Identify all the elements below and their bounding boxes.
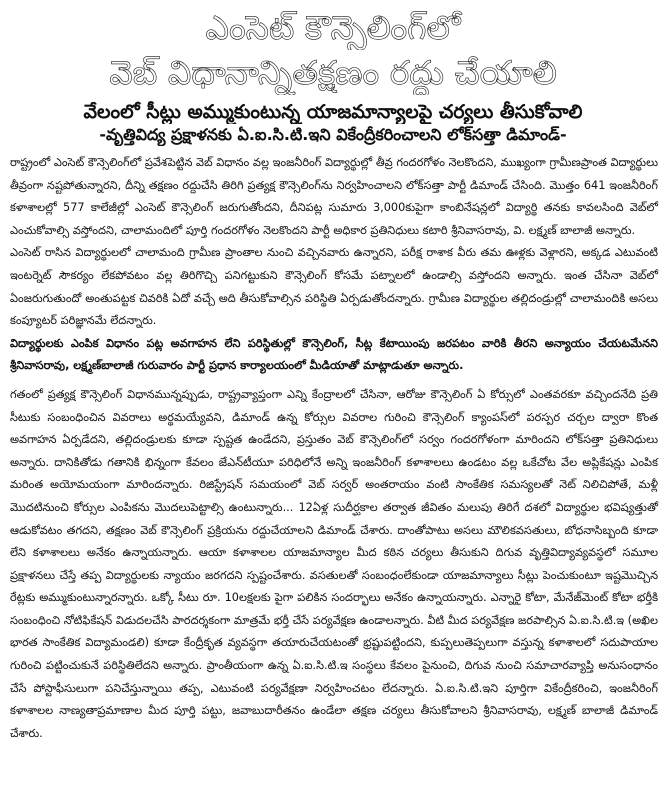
paragraph-4: గతంలో ప్రత్యక్ష కౌన్సెలింగ్ విధానమున్నప్పుడు, రాష్ట్రవ్యాప్తంగా ఎన్ని కేంద్రాలలో చేసినా, ఆరోజు కౌన్సెలింగ్ ఏ కోర్సులో ఎంతవరకూ వచ్చిందనేది ప్రతి సీటుకు సంబంధించిన వివరాలు అర్థమయ్యేవని, డిమాండ్ ఉన్న కోర్సుల వివరాల గురించి కౌన్సెలింగ్ క్యాంపస్‌లో పరస్పర చర్చల ద్వారా కొంత అవగాహన ఏర్పడేదని, తల్లిదండ్రులకు కూడా స్పష్టత ఉండేదని, ప్రస్తుతం వెబ్ కౌన్సెలింగ్‌లో సర్వం గందరగోళంగా మారిందని లోక్‌సత్తా ప్రతినిధులు అన్నారు. దానికితోడు గతానికి భిన్నంగా కేవలం జేఎన్‌టీయూ పరిధిలోనే అన్ని ఇంజనీరింగ్ కళాశాలలు ఉండటం వల్ల ఒకేచోట వేల అప్లికేషన్లు ఎంపిక మరింత అయోమయంగా మారిందన్నారు. రిజిస్ట్రేషన్ సమయంలో వెబ్ సర్వర్ అంతరాయం వంటి సాంకేతిక సమస్యలతో నెట్ నిలిచిపోతే, మళ్లీ మొదటినుంచి కోర్సుల ఎంపికను మొదలుపెట్టాల్సి ఉంటున్నారు... 12ఏళ్ల సుదీర్ఘకాల తర్వాత జీవితం మలుపు తిరిగే దశలో విద్యార్థుల భవిష్యత్తుతో ఆడుకోవటం తగదని, తక్షణం వెబ్ కౌన్సెలింగ్ ప్రక్రియను రద్దుచేయాలని డిమాండ్ చేశారు. దాంతోపాటు అసలు మౌలికవసతులు, బోధనాసిబ్బంది కూడా లేని కళాశాలలు అనేకం ఉన్నాయన్నారు. ఆయా కళాశాలల యాజమాన్యాల మీద కఠిన చర్యలు తీసుకుని దిగువ వృత్తివిద్యావ్యవస్థలో సమూల ప్రక్షాళనలు చేస్తే తప్ప విద్యార్థులకు న్యాయం జరగదని స్పష్టంచేశారు. వసతులతో సంబంధంలేకుండా యాజమాన్యాలు సీట్లు పెంచుకుంటూ ఇష్టమొచ్చిన రేట్లకు అమ్ముకుంటున్నారన్నారు. ఒక్కో సీటు రూ. 10లక్షలకు పైగా పలికిన సందర్భాలు అనేకం ఉన్నాయన్నారు. ఎన్నారై కోటా, మేనేజ్‌మెంట్ కోటా భర్తీకి సంబంధించి నోటిఫికేషన్ విడుదలచేసి పారదర్శకంగా మాత్రమే భర్తీ చేసే పర్యవేక్షణ ఉండాలన్నారు. వీటి మీద పర్యవేక్షణ జరపాల్సిన ఏ.ఐ.సి.టి.ఇ (అఖిల భారత సాంకేతిక విద్యామండలి) కూడా కేంద్రీకృత వ్యవస్థగా తయారుచేయటంతో భ్రష్టుపట్టిందని, కుప్పలుతెప్పలుగా వస్తున్న కళాశాలలో సదుపాయాల గురించి పట్టించుకునే పరిస్థితిలేదని అన్నారు. ప్రాంతీయంగా ఉన్న ఏ.ఐ.సి.టి.ఇ సంస్థలు కేవలం పైనుంచి, దిగువ నుంచి సమాచారవ్యాప్తి అనుసంధానం చేసే పోస్టాఫీసులుగా పనిచేస్తున్నాయి తప్ప, ఎటువంటి పర్యవేక్షణా నిర్వహించటం లేదన్నారు. ఏ.ఐ.సి.టి.ఇని పూర్తిగా వికేంద్రీకరించి, ఇంజనీరింగ్ కళాశాలల నాణ్యతాప్రమాణాల మీద పూర్తి పట్టు, జవాబుదారీతనం ఉండేలా తక్షణ చర్యలు తీసుకోవాలని శ్రీనివాసరావు, లక్ష్మణ్ బాలాజీ డిమాండ్ చేశారు. xyxy=(10,387,658,740)
kicker: -వృత్తివిద్య ప్రక్షాళనకు ఏ.ఐ.సి.టి.ఇని వికేంద్రీకరించాలని లోక్‌సత్తా డిమాండ్- xyxy=(99,125,567,144)
paragraph-2: ఎంసెట్ రాసిన విద్యార్థులలో చాలామంది గ్రామీణ ప్రాంతాల నుంచి వచ్చినవారు ఉన్నారని, పరీక్ష రాశాక వీరు తమ ఊళ్లకు వెళ్లారని, అక్కడ ఎటువంటి ఇంటర్నెట్ సౌకర్యం లేకపోవటం వల్ల తిరిగొచ్చి పనిగట్టుకుని కౌన్సెలింగ్ కోసమే పట్నాలలో ఉండాల్సి వస్తోందని అన్నారు. ఇంత చేసినా వెబ్‌లో ఏంజరుగుతుందో అంతుపట్టక చివరికి ఏదో వచ్చే అది తీసుకోవాల్సిన పరిస్థితి ఏర్పడుతోందన్నారు. గ్రామీణ విద్యార్థుల తల్లిదండ్రుల్లో చాలామందికి అసలు కంప్యూటర్ పరిజ్ఞానమే లేదన్నారు. xyxy=(10,246,658,328)
headline-line-2: వెబ్ విధానాన్నితక్షణం రద్దు చేయాలి xyxy=(109,53,557,92)
paragraph-3: విద్యార్థులకు ఎంపిక విధానం పట్ల అవగాహన లేని పరిస్థితుల్లో కౌన్సెలింగ్, సీట్ల కేటాయింపు జరపటం వారికి తీరని అన్యాయం చేయటమేనని శ్రీనివాసరావు, లక్ష్మణ్‌బాలాజీ గురువారం పార్టీ ప్రధాన కార్యాలయంలో మీడియాతో మాట్లాడుతూ అన్నారు. xyxy=(10,336,658,373)
headline-line-1: ఎంసెట్ కౌన్సెలింగ్‌లో xyxy=(205,8,461,47)
subheadline: వేలంలో సీట్లు అమ్ముకుంటున్న యాజమాన్యాలపై చర్యలు తీసుకోవాలి xyxy=(83,101,583,123)
article-body xyxy=(10,152,658,745)
paragraph-1: రాష్ట్రంలో ఎంసెట్ కౌన్సెలింగ్‌లో ప్రవేశపెట్టిన వెబ్ విధానం వల్ల ఇంజనీరింగ్ విద్యార్థుల్లో తీవ్ర గందరగోళం నెలకొందని, ముఖ్యంగా గ్రామీణప్రాంత విద్యార్థులు తీవ్రంగా నష్టపోతున్నారని, దీన్ని తక్షణం రద్దుచేసి తిరిగి ప్రత్యక్ష కౌన్సెలింగ్‌ను నిర్వహించాలని లోక్‌సత్తా పార్టీ డిమాండ్ చేసింది. మొత్తం 641 ఇంజనీరింగ్ కళాశాలల్లో 577 కాలేజీల్లో ఎంసెట్ కౌన్సెలింగ్ జరుగుతోందని, దీనిపట్ల సుమారు 3,000కుపైగా కాంబినేషన్లలో విద్యార్థి తనకు కావలసింది వెబ్‌లో ఎంచుకోవాల్సి వస్తోందని, చాలామందిలో పూర్తి గందరగోళం నెలకొందని పార్టీ అధికార ప్రతినిధులు కటారి శ్రీనివాసరావు, వి. లక్ష్మణ్ బాలాజీ అన్నారు. xyxy=(10,156,658,237)
